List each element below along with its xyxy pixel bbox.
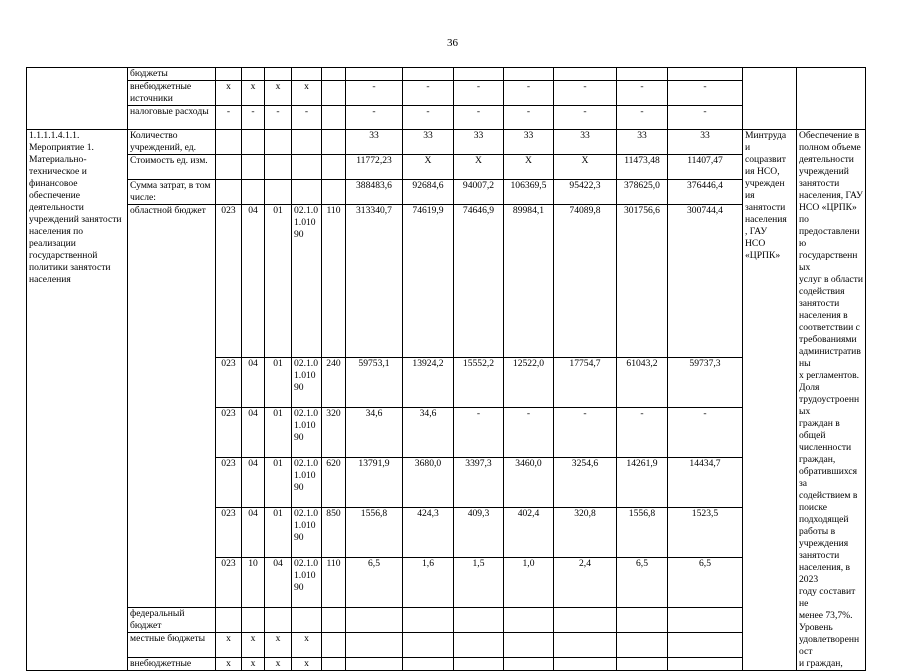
value-cell: 33 <box>403 130 454 155</box>
code-cell: х <box>242 633 265 658</box>
value-cell: - <box>403 81 454 106</box>
code-cell <box>322 608 346 633</box>
value-cell: 402,4 <box>504 508 554 558</box>
row-label: налоговые расходы <box>128 106 216 130</box>
value-cell: - <box>668 106 743 130</box>
value-cell: 34,6 <box>403 408 454 458</box>
code-cell: 02.1.01.01090 <box>292 508 322 558</box>
empty-cell <box>743 68 797 130</box>
value-cell: 3397,3 <box>454 458 504 508</box>
row-label: местные бюджеты <box>128 633 216 658</box>
code-cell: х <box>292 81 322 106</box>
value-cell: - <box>554 408 617 458</box>
executor-line: соцразвит <box>745 154 786 165</box>
result-line: требованиями <box>799 334 857 345</box>
value-cell: - <box>454 106 504 130</box>
code-cell <box>322 81 346 106</box>
code-cell <box>216 608 242 633</box>
value-cell: 1,5 <box>454 558 504 608</box>
code-cell <box>292 130 322 155</box>
value-cell <box>403 658 454 671</box>
code-cell: 02.1.01.01090 <box>292 358 322 408</box>
executor-line: учрежден <box>745 178 785 189</box>
code-cell <box>216 68 242 81</box>
value-cell: - <box>504 81 554 106</box>
value-cell: 12522,0 <box>504 358 554 408</box>
code-cell: 240 <box>322 358 346 408</box>
code-cell: 01 <box>265 408 292 458</box>
executor-line: , ГАУ <box>745 226 768 237</box>
code-cell: 04 <box>242 408 265 458</box>
code-cell: х <box>292 633 322 658</box>
row-label: Стоимость ед. изм. <box>128 155 216 180</box>
code-cell: 023 <box>216 508 242 558</box>
executor-line: НСО <box>745 238 766 249</box>
executor-cell <box>743 130 797 671</box>
row-label: областной бюджет <box>128 205 216 608</box>
value-cell <box>403 68 454 81</box>
code-cell: х <box>265 81 292 106</box>
code-cell: 01 <box>265 458 292 508</box>
value-cell: 11772,23 <box>346 155 403 180</box>
value-cell: 89984,1 <box>504 205 554 358</box>
result-line: обратившихся за <box>799 466 858 489</box>
result-line: трудоустроенных <box>799 394 860 417</box>
value-cell <box>346 608 403 633</box>
measure-name: 1.1.1.1.4.1.1. Мероприятие 1. Материально-техническое и финансовое обеспечение деятельности учреждений занятости населения по реализации государственной политики занятости населения <box>27 130 128 671</box>
value-cell: 424,3 <box>403 508 454 558</box>
result-line: году составит не <box>799 586 856 609</box>
value-cell: 13924,2 <box>403 358 454 408</box>
value-cell: 378625,0 <box>617 180 668 205</box>
value-cell: 95422,3 <box>554 180 617 205</box>
value-cell: 33 <box>617 130 668 155</box>
value-cell: 3680,0 <box>403 458 454 508</box>
code-cell <box>322 658 346 671</box>
row-label: внебюджетные <box>128 658 216 671</box>
code-cell <box>265 68 292 81</box>
row-label: Сумма затрат, в том числе: <box>128 180 216 205</box>
value-cell: 74089,8 <box>554 205 617 358</box>
value-cell: 11407,47 <box>668 155 743 180</box>
code-cell <box>216 130 242 155</box>
code-cell: 04 <box>242 508 265 558</box>
code-cell: 02.1.01.01090 <box>292 558 322 608</box>
value-cell: - <box>346 81 403 106</box>
code-cell <box>292 155 322 180</box>
value-cell: 33 <box>668 130 743 155</box>
budget-table <box>26 67 866 671</box>
table-row <box>27 658 866 671</box>
value-cell: 6,5 <box>346 558 403 608</box>
code-cell <box>242 130 265 155</box>
value-cell <box>346 658 403 671</box>
result-line: учреждения <box>799 538 849 549</box>
result-line: административны <box>799 346 861 369</box>
result-line: населения, ГАУ <box>799 190 863 201</box>
code-cell <box>322 155 346 180</box>
value-cell <box>668 633 743 658</box>
result-line: занятости <box>799 178 840 189</box>
value-cell: Х <box>454 155 504 180</box>
value-cell: 13791,9 <box>346 458 403 508</box>
value-cell: - <box>403 106 454 130</box>
code-cell <box>242 608 265 633</box>
value-cell: - <box>554 81 617 106</box>
result-line: и граждан, <box>799 658 843 669</box>
value-cell: 6,5 <box>617 558 668 608</box>
code-cell <box>265 608 292 633</box>
code-cell <box>292 180 322 205</box>
value-cell: 33 <box>554 130 617 155</box>
value-cell <box>617 658 668 671</box>
empty-cell <box>797 68 866 130</box>
value-cell: 320,8 <box>554 508 617 558</box>
value-cell <box>554 68 617 81</box>
value-cell: 1,0 <box>504 558 554 608</box>
result-line: НСО «ЦРПК» по <box>799 202 857 225</box>
value-cell: Х <box>554 155 617 180</box>
executor-line: занятости <box>745 202 786 213</box>
value-cell <box>617 633 668 658</box>
value-cell <box>668 68 743 81</box>
executor-line: ия <box>745 190 755 201</box>
executor-line: «ЦРПК» <box>745 250 781 261</box>
value-cell: - <box>617 106 668 130</box>
code-cell: х <box>265 633 292 658</box>
value-cell <box>554 658 617 671</box>
value-cell: 92684,6 <box>403 180 454 205</box>
code-cell: 620 <box>322 458 346 508</box>
code-cell: х <box>242 658 265 671</box>
value-cell: 3460,0 <box>504 458 554 508</box>
code-cell: 02.1.01.01090 <box>292 408 322 458</box>
table-row <box>27 81 866 106</box>
code-cell: х <box>265 658 292 671</box>
value-cell <box>504 608 554 633</box>
result-line: учреждений <box>799 166 849 177</box>
value-cell: 6,5 <box>668 558 743 608</box>
code-cell <box>265 130 292 155</box>
code-cell <box>322 180 346 205</box>
value-cell: 1556,8 <box>617 508 668 558</box>
table-row <box>27 608 866 633</box>
value-cell <box>668 608 743 633</box>
code-cell: 023 <box>216 358 242 408</box>
value-cell <box>403 633 454 658</box>
value-cell <box>504 633 554 658</box>
result-line: Уровень <box>799 622 833 633</box>
executor-line: населения <box>745 214 787 225</box>
row-label: Количество учреждений, ед. <box>128 130 216 155</box>
code-cell: - <box>292 106 322 130</box>
code-cell <box>322 633 346 658</box>
code-cell <box>242 180 265 205</box>
value-cell <box>454 633 504 658</box>
result-line: Обеспечение в <box>799 130 860 141</box>
result-line: услуг в области <box>799 274 863 285</box>
value-cell: 17754,7 <box>554 358 617 408</box>
code-cell: 110 <box>322 558 346 608</box>
value-cell: 1,6 <box>403 558 454 608</box>
code-cell: 04 <box>265 558 292 608</box>
code-cell: 023 <box>216 408 242 458</box>
code-cell: х <box>292 658 322 671</box>
value-cell: 409,3 <box>454 508 504 558</box>
table-row <box>27 205 866 358</box>
result-line: х регламентов. <box>799 370 859 381</box>
code-cell: 02.1.01.01090 <box>292 205 322 358</box>
code-cell: 04 <box>242 205 265 358</box>
value-cell: 59753,1 <box>346 358 403 408</box>
value-cell: 61043,2 <box>617 358 668 408</box>
code-cell <box>322 130 346 155</box>
code-cell: х <box>216 81 242 106</box>
result-line: занятости <box>799 298 840 309</box>
code-cell: - <box>242 106 265 130</box>
code-cell: 110 <box>322 205 346 358</box>
value-cell <box>554 633 617 658</box>
result-line: поиске <box>799 502 828 513</box>
code-cell: х <box>216 633 242 658</box>
value-cell: 34,6 <box>346 408 403 458</box>
result-line: менее 73,7%. <box>799 610 853 621</box>
value-cell <box>454 68 504 81</box>
page-number: 36 <box>447 37 458 49</box>
value-cell: 313340,7 <box>346 205 403 358</box>
value-cell: 106369,5 <box>504 180 554 205</box>
result-line: Доля <box>799 382 820 393</box>
table-row <box>27 68 866 81</box>
result-line: содействия <box>799 286 845 297</box>
value-cell <box>346 633 403 658</box>
expected-result <box>797 130 866 671</box>
code-cell: 023 <box>216 205 242 358</box>
value-cell: 376446,4 <box>668 180 743 205</box>
value-cell: 1556,8 <box>346 508 403 558</box>
value-cell: - <box>504 106 554 130</box>
value-cell: - <box>554 106 617 130</box>
value-cell: 94007,2 <box>454 180 504 205</box>
code-cell <box>265 180 292 205</box>
empty-cell <box>27 68 128 130</box>
value-cell: 15552,2 <box>454 358 504 408</box>
code-cell: 04 <box>242 358 265 408</box>
value-cell: - <box>346 106 403 130</box>
value-cell: 74619,9 <box>403 205 454 358</box>
code-cell: 023 <box>216 458 242 508</box>
code-cell: 01 <box>265 508 292 558</box>
result-line: подходящей <box>799 514 849 525</box>
value-cell: - <box>668 408 743 458</box>
result-line: граждан, <box>799 454 836 465</box>
value-cell <box>504 68 554 81</box>
code-cell: 320 <box>322 408 346 458</box>
code-cell <box>292 68 322 81</box>
code-cell: х <box>216 658 242 671</box>
result-line: удовлетворенност <box>799 634 860 657</box>
code-cell: 01 <box>265 358 292 408</box>
code-cell: х <box>242 81 265 106</box>
value-cell <box>554 608 617 633</box>
value-cell <box>617 608 668 633</box>
code-cell <box>322 106 346 130</box>
value-cell: - <box>454 408 504 458</box>
code-cell: 01 <box>265 205 292 358</box>
value-cell: 388483,6 <box>346 180 403 205</box>
value-cell <box>504 658 554 671</box>
row-label: федеральный бюджет <box>128 608 216 633</box>
value-cell: 14434,7 <box>668 458 743 508</box>
code-cell: - <box>265 106 292 130</box>
result-line: соответствии с <box>799 322 860 333</box>
value-cell: - <box>504 408 554 458</box>
value-cell <box>617 68 668 81</box>
value-cell: - <box>668 81 743 106</box>
value-cell: 3254,6 <box>554 458 617 508</box>
code-cell <box>322 68 346 81</box>
value-cell: 33 <box>346 130 403 155</box>
result-line: работы в <box>799 526 836 537</box>
executor-line: Минтруда <box>745 130 787 141</box>
result-line: государственных <box>799 250 858 273</box>
value-cell: 11473,48 <box>617 155 668 180</box>
value-cell: Х <box>403 155 454 180</box>
value-cell: - <box>617 408 668 458</box>
value-cell <box>454 658 504 671</box>
code-cell <box>242 155 265 180</box>
row-label: бюджеты <box>128 68 216 81</box>
value-cell: - <box>454 81 504 106</box>
result-line: предоставлению <box>799 226 860 249</box>
value-cell: 14261,9 <box>617 458 668 508</box>
result-line: населения, в 2023 <box>799 562 851 585</box>
code-cell: 02.1.01.01090 <box>292 458 322 508</box>
value-cell: 300744,4 <box>668 205 743 358</box>
result-line: численности <box>799 442 852 453</box>
value-cell: 59737,3 <box>668 358 743 408</box>
value-cell <box>668 658 743 671</box>
code-cell: 023 <box>216 558 242 608</box>
value-cell: - <box>617 81 668 106</box>
value-cell: Х <box>504 155 554 180</box>
code-cell <box>216 155 242 180</box>
row-label: внебюджетные источники <box>128 81 216 106</box>
result-line: полном объеме <box>799 142 861 153</box>
code-cell <box>216 180 242 205</box>
result-line: населения в <box>799 310 848 321</box>
value-cell: 74646,9 <box>454 205 504 358</box>
table-row <box>27 130 866 155</box>
code-cell: 04 <box>242 458 265 508</box>
result-line: граждан в общей <box>799 418 840 441</box>
table-row <box>27 106 866 130</box>
result-line: содействием в <box>799 490 858 501</box>
code-cell <box>292 608 322 633</box>
code-cell: 10 <box>242 558 265 608</box>
value-cell <box>454 608 504 633</box>
code-cell <box>242 68 265 81</box>
value-cell <box>346 68 403 81</box>
value-cell: 301756,6 <box>617 205 668 358</box>
result-line: занятости <box>799 550 840 561</box>
table-row <box>27 180 866 205</box>
table-row <box>27 633 866 658</box>
code-cell <box>265 155 292 180</box>
executor-line: ия НСО, <box>745 166 780 177</box>
code-cell: - <box>216 106 242 130</box>
value-cell: 2,4 <box>554 558 617 608</box>
executor-line: и <box>745 142 751 153</box>
value-cell: 33 <box>504 130 554 155</box>
result-line: деятельности <box>799 154 854 165</box>
table-row <box>27 155 866 180</box>
value-cell: 1523,5 <box>668 508 743 558</box>
value-cell: 33 <box>454 130 504 155</box>
value-cell <box>403 608 454 633</box>
code-cell: 850 <box>322 508 346 558</box>
